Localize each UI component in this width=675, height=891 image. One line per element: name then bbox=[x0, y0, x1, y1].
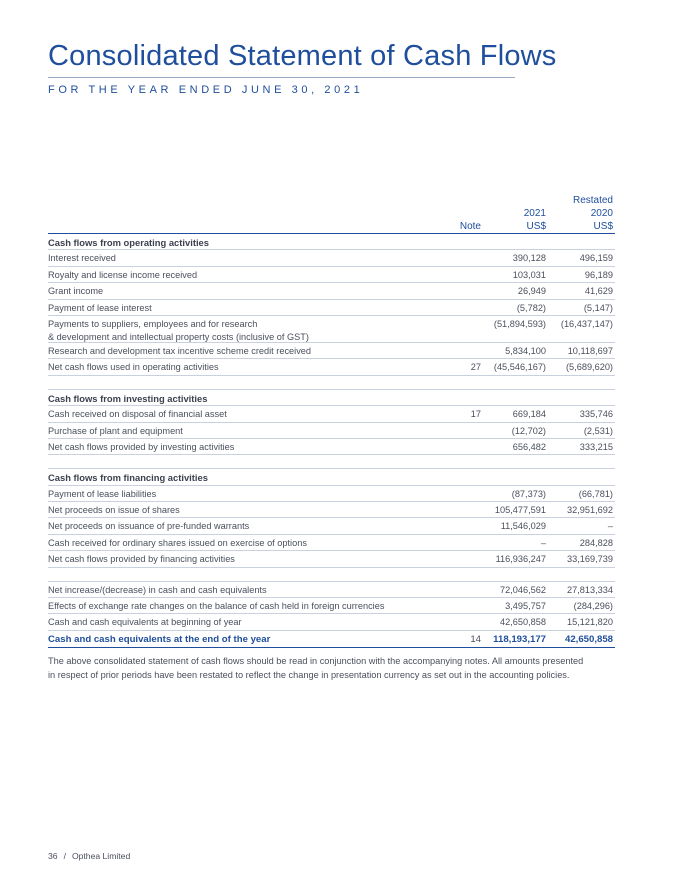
value-2021: 656,482 bbox=[512, 441, 546, 452]
section-spacer bbox=[48, 455, 615, 469]
table-row bbox=[48, 535, 615, 551]
row-label: Cash received on disposal of financial asset bbox=[48, 409, 227, 420]
row-label: Net cash flows provided by investing activities bbox=[48, 441, 235, 452]
value-2020: 33,169,739 bbox=[567, 554, 613, 565]
value-2020: 41,629 bbox=[584, 286, 613, 297]
table-row bbox=[48, 267, 615, 283]
value-2020: 42,650,858 bbox=[564, 633, 613, 645]
section-heading-financing: Cash flows from financing activities bbox=[48, 469, 615, 485]
table-header bbox=[48, 193, 615, 234]
row-label: Cash received for ordinary shares issued on exercise of options bbox=[48, 537, 307, 548]
currency-2021-header: US$ bbox=[526, 221, 546, 232]
value-2020: 333,215 bbox=[579, 441, 613, 452]
restated-header: Restated bbox=[572, 195, 613, 206]
row-label: Research and development tax incentive scheme credit received bbox=[48, 345, 312, 356]
value-2020: 27,813,334 bbox=[567, 584, 613, 595]
page-subtitle: FOR THE YEAR ENDED JUNE 30, 2021 bbox=[48, 84, 364, 96]
section-heading-investing: Cash flows from investing activities bbox=[48, 390, 615, 406]
row-label: Net proceeds on issue of shares bbox=[48, 505, 180, 516]
value-2021: 390,128 bbox=[512, 253, 546, 264]
value-2020: 496,159 bbox=[579, 253, 613, 264]
page-footer bbox=[48, 851, 130, 861]
note-ref: 27 bbox=[470, 362, 481, 373]
footnote-line: in respect of prior periods have been restated to reflect the change in presentation currency as set out in the accounting policies. bbox=[48, 669, 570, 680]
row-label: Cash and cash equivalents at beginning of year bbox=[48, 617, 242, 628]
value-2021: – bbox=[540, 537, 546, 548]
title-divider bbox=[48, 77, 515, 78]
value-2020: (5,147) bbox=[583, 302, 613, 313]
value-2021: 5,834,100 bbox=[505, 345, 546, 356]
row-label: Net cash flows used in operating activities bbox=[48, 362, 219, 373]
value-2020: 32,951,692 bbox=[567, 505, 613, 516]
footnote-line: The above consolidated statement of cash flows should be read in conjunction with the accompanying notes. All amounts presented bbox=[48, 656, 584, 666]
row-label: Payment of lease liabilities bbox=[48, 488, 157, 499]
value-2021: 669,184 bbox=[512, 409, 546, 420]
value-2020: (66,781) bbox=[578, 488, 613, 499]
value-2021: 105,477,591 bbox=[494, 505, 546, 516]
value-2020: 15,121,820 bbox=[567, 617, 613, 628]
row-label: Net cash flows provided by financing activities bbox=[48, 554, 235, 565]
note-ref: 14 bbox=[470, 633, 481, 645]
value-2021: (87,373) bbox=[511, 488, 546, 499]
value-2020: 96,189 bbox=[584, 269, 613, 280]
value-2021: 42,650,858 bbox=[500, 617, 546, 628]
row-label: Net increase/(decrease) in cash and cash equivalents bbox=[48, 584, 267, 595]
note-ref: 17 bbox=[470, 409, 481, 420]
row-label: Purchase of plant and equipment bbox=[48, 425, 183, 436]
value-2020: 10,118,697 bbox=[567, 345, 613, 356]
table-row bbox=[48, 502, 615, 518]
value-2021: 103,031 bbox=[512, 269, 546, 280]
row-label: Cash and cash equivalents at the end of the year bbox=[48, 633, 271, 645]
table-row bbox=[48, 250, 615, 266]
table-row-subtotal bbox=[48, 551, 615, 567]
company-name: Opthea Limited bbox=[71, 851, 131, 861]
row-label: Net proceeds on issuance of pre-funded warrants bbox=[48, 521, 250, 532]
note-header: Note bbox=[459, 221, 481, 232]
row-label: Effects of exchange rate changes on the balance of cash held in foreign currencies bbox=[48, 601, 385, 612]
row-label: Payment of lease interest bbox=[48, 302, 152, 313]
value-2020: 284,828 bbox=[579, 537, 613, 548]
table-row bbox=[48, 343, 615, 359]
table-row bbox=[48, 614, 615, 630]
value-2020: (16,437,147) bbox=[560, 318, 613, 329]
value-2020: – bbox=[607, 521, 613, 532]
value-2021: 116,936,247 bbox=[495, 554, 546, 565]
value-2020: (284,296) bbox=[573, 601, 613, 612]
row-label: Royalty and license income received bbox=[48, 269, 198, 280]
section-spacer bbox=[48, 568, 615, 582]
page-number: 36 bbox=[48, 851, 58, 861]
table-row-total bbox=[48, 631, 615, 648]
value-2021: 11,546,029 bbox=[500, 521, 546, 532]
table-row bbox=[48, 300, 615, 316]
table-row bbox=[48, 582, 615, 598]
value-2021: (51,894,593) bbox=[493, 318, 546, 329]
value-2021: 118,193,177 bbox=[493, 633, 546, 645]
year-2020-header: 2020 bbox=[590, 208, 613, 219]
table-row-subtotal bbox=[48, 439, 615, 455]
table-row bbox=[48, 406, 615, 422]
value-2020: (5,689,620) bbox=[566, 362, 613, 373]
row-label: Payments to suppliers, employees and for research bbox=[48, 318, 258, 329]
table-row bbox=[48, 598, 615, 614]
row-label: Grant income bbox=[48, 286, 104, 297]
cash-flow-table bbox=[48, 193, 615, 648]
table-row bbox=[48, 283, 615, 299]
table-row bbox=[48, 423, 615, 439]
table-row bbox=[48, 486, 615, 502]
row-label: Interest received bbox=[48, 253, 116, 264]
currency-2020-header: US$ bbox=[593, 221, 613, 232]
page-title: Consolidated Statement of Cash Flows bbox=[48, 40, 557, 72]
footer-separator: / bbox=[63, 851, 66, 861]
section-spacer bbox=[48, 376, 615, 390]
value-2021: (45,546,167) bbox=[493, 362, 546, 373]
table-row bbox=[48, 316, 615, 343]
value-2021: 3,495,757 bbox=[505, 601, 546, 612]
value-2021: (5,782) bbox=[516, 302, 546, 313]
year-2021-header: 2021 bbox=[523, 208, 546, 219]
value-2021: 72,046,562 bbox=[500, 584, 546, 595]
row-label-continued: & development and intellectual property costs (inclusive of GST) bbox=[48, 331, 309, 342]
value-2020: 335,746 bbox=[579, 409, 613, 420]
value-2021: 26,949 bbox=[517, 286, 546, 297]
section-heading-operating: Cash flows from operating activities bbox=[48, 234, 615, 250]
footnote bbox=[48, 655, 618, 682]
table-row-subtotal bbox=[48, 359, 615, 375]
value-2021: (12,702) bbox=[511, 425, 546, 436]
value-2020: (2,531) bbox=[583, 425, 613, 436]
table-row bbox=[48, 518, 615, 534]
